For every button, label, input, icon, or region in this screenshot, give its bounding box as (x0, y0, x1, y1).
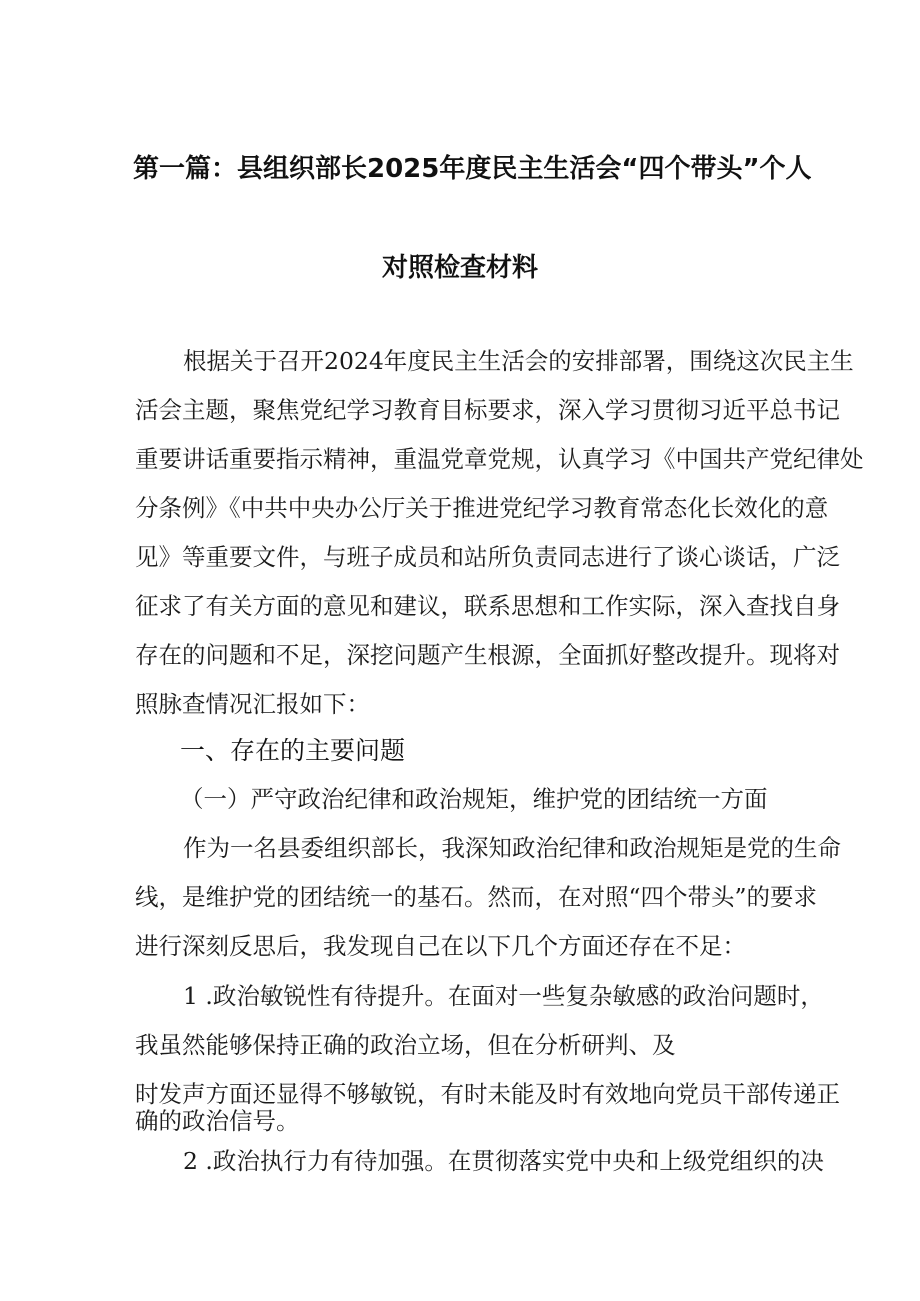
section-heading: 一、存在的主要问题 (180, 736, 406, 765)
intro-line: 见》等重要文件，与班子成员和站所负责同志进行了谈心谈话，广泛 (135, 543, 840, 571)
para1-line: 线，是维护党的团结统一的基石。然而，在对照“四个带头”的要求 (135, 883, 818, 911)
intro-line: 分条例》《中共中央办公厅关于推进党纪学习教育常态化长效化的意 (135, 494, 829, 522)
intro-line: 重要讲话重要指示精神，重温党章党规，认真学习《中国共产党纪律处 (135, 445, 864, 473)
para1-line: 进行深刻反思后，我发现自己在以下几个方面还存在不足： (135, 932, 746, 960)
intro-line: 根据关于召开2024年度民主生活会的安排部署，围绕这次民主生 (183, 347, 854, 375)
document-title-line-1: 第一篇：县组织部长2025年度民主生活会“四个带头”个人 (133, 154, 812, 184)
item1-line: 我虽然能够保持正确的政治立场，但在分析研判、及 (135, 1031, 676, 1059)
intro-line: 存在的问题和不足，深挖问题产生根源，全面抓好整改提升。现将对 (135, 641, 840, 669)
intro-line: 照脉查情况汇报如下： (135, 690, 370, 718)
subsection-heading: （一）严守政治纪律和政治规矩，维护党的团结统一方面 (180, 785, 768, 813)
intro-line: 征求了有关方面的意见和建议，联系思想和工作实际，深入查找自身 (135, 592, 840, 620)
intro-line: 活会主题，聚焦党纪学习教育目标要求，深入学习贯彻习近平总书记 (135, 396, 840, 424)
document-title-line-2: 对照检查材料 (381, 253, 538, 283)
item1-line: 1 .政治敏锐性有待提升。在面对一些复杂敏感的政治问题时， (183, 982, 824, 1010)
para1-line: 作为一名县委组织部长，我深知政治纪律和政治规矩是党的生命 (183, 834, 841, 862)
item1-line: 确的政治信号。 (135, 1107, 300, 1135)
item2-line: 2 .政治执行力有待加强。在贯彻落实党中央和上级党组织的决 (183, 1147, 824, 1175)
item1-line: 时发声方面还显得不够敏锐，有时未能及时有效地向党员干部传递正 (135, 1080, 840, 1108)
